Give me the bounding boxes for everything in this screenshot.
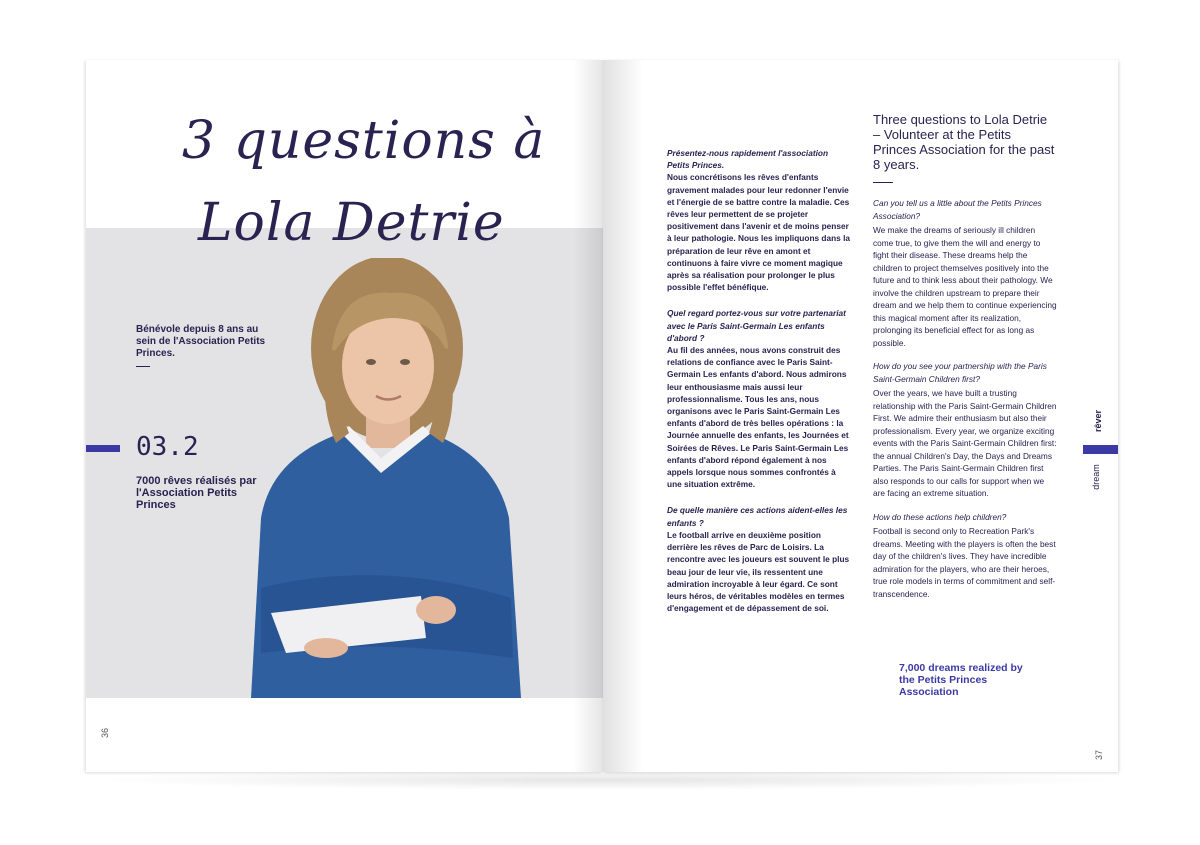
english-heading: Three questions to Lola Detrie – Volunteer at the Petits Princes Association for the past 8 years.: [873, 112, 1055, 172]
volunteer-intro: [136, 324, 266, 367]
volunteer-intro-text: Bénévole depuis 8 ans au sein de l'Association Petits Princes.: [136, 324, 266, 359]
qa-block-en-3: [873, 511, 1057, 601]
french-column: [667, 147, 851, 628]
title-line-1: 3 questions à: [182, 111, 546, 171]
side-tab-label-en: dream: [1090, 464, 1101, 490]
question-fr-1: Présentez-nous rapidement l'association Petits Princes.: [667, 148, 829, 171]
qa-block-en-2: [873, 360, 1057, 500]
answer-en-3: Football is second only to Recreation Park's dreams. Meeting with the players is often the best day of the children's lives. They have incredible admiration for the players, who are their heroes, true role models in terms of commitment and self-transcendence.: [873, 526, 1056, 599]
page-number-left: 36: [100, 727, 110, 738]
answer-en-1: We make the dreams of seriously ill children come true, to give them the will and energy to fight their disease. These dreams help the children to project themselves positively into the future and to think less about their pathology. We involve the children upstream to prepare their dream and we help them to continue experiencing this magical moment after its realization, prolonging its beneficial effect for as long as possible.: [873, 225, 1057, 348]
accent-bar: [86, 445, 120, 452]
question-en-2: How do you see your partnership with the Paris Saint-Germain Children first?: [873, 361, 1047, 384]
answer-fr-1: Nous concrétisons les rêves d'enfants gravement malades pour leur redonner l'envie et l'énergie de se battre contre la maladie. Ces rêves leur permettent de se projeter positivement dans l'avenir et de moins penser à leur pathologie. Nous les impliquons dans la préparation de leur rêve en amont et continuons à faire vivre ce moment magique après sa réalisation pour prolonger le plus possible l'effet bénéfique.: [667, 172, 851, 293]
section-number: 03.2: [136, 432, 199, 462]
question-en-3: How do these actions help children?: [873, 511, 1007, 522]
answer-en-2: Over the years, we have built a trusting relationship with the Paris Saint-Germain Children First. We admire their enthusiasm but also their professionalism. Every year, we organize exciting events with the Paris Saint-Germain Children first: the annual Children's Day, the Days and Dreams Parties. The Paris Saint-Germain Children first also responds to our calls for support when we are facing an extreme situation.: [873, 388, 1057, 498]
qa-block-fr-3: [667, 504, 851, 614]
qa-block-fr-2: [667, 307, 851, 490]
side-tab-bar: [1083, 445, 1118, 454]
divider: [136, 366, 150, 367]
title-line-2: Lola Detrie: [198, 193, 505, 253]
right-page: [603, 60, 1118, 772]
page-number-right: 37: [1093, 749, 1104, 761]
qa-block-en-1: [873, 197, 1057, 349]
left-page: [86, 60, 603, 772]
qa-block-fr-1: [667, 147, 851, 293]
question-fr-3: De quelle manière ces actions aident-elles les enfants ?: [667, 505, 848, 528]
english-column: [873, 112, 1057, 611]
answer-fr-2: Au fil des années, nous avons construit des relations de confiance avec le Paris Saint-Germain Les enfants d'abord. Nous admirons leur enthousiasme mais aussi leur professionnalisme. Tous les ans, nous organisons avec le Paris Saint-Germain Les enfants d'abord de très belles opérations : la Journée annuelle des enfants, les Journées et Soirées de Rêves. Le Paris Saint-Germain Les enfants d'abord répond également à nos appels lorsque nous sommes confrontés à une situation extrême.: [667, 345, 849, 490]
dreams-stat-en: 7,000 dreams realized by the Petits Princes Association: [899, 662, 1023, 698]
answer-fr-3: Le football arrive en deuxième position derrière les rêves de Parc de Loisirs. La rencontre avec les joueurs est souvent le plus beau jour de leur vie, ils ressentent une admiration incroyable à leur égard. Ce sont leurs héros, de véritables modèles en termes d'engagement et de dépassement de soi.: [667, 529, 850, 614]
question-fr-2: Quel regard portez-vous sur votre partenariat avec le Paris Saint-Germain Les enfants d'abord ?: [667, 308, 846, 343]
magazine-shadow: [90, 770, 1120, 790]
page-title: [182, 100, 582, 264]
portrait-photo: [231, 258, 531, 698]
dreams-stat-fr: 7000 rêves réalisés par l'Association Petits Princes: [136, 475, 257, 511]
question-en-1: Can you tell us a little about the Petits Princes Association?: [873, 198, 1042, 221]
divider: [873, 182, 893, 183]
side-tab-label-fr: rêver: [1093, 409, 1104, 433]
